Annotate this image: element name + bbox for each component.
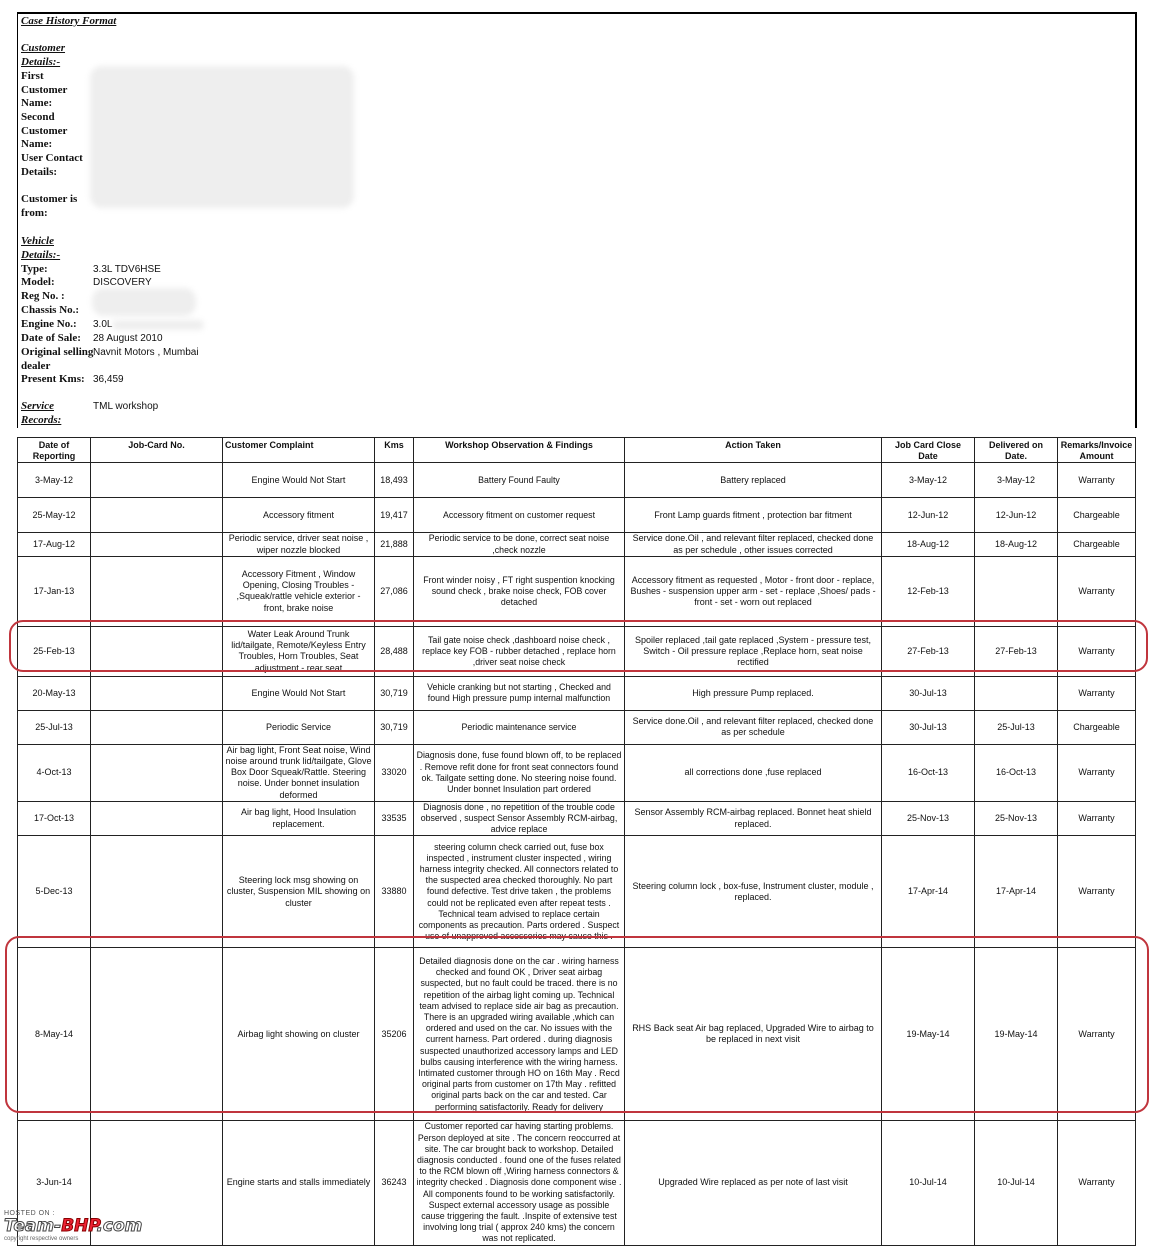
complaint-cell: Accessory Fitment , Window Opening, Closing Troubles - ,Squeak/rattle vehicle exterior - front, brake noise bbox=[223, 556, 375, 626]
redacted-customer-info bbox=[90, 66, 354, 208]
table-row bbox=[18, 498, 1136, 533]
table-row bbox=[18, 710, 1136, 744]
table-row bbox=[18, 533, 1136, 556]
delivered-date-cell: 3-May-12 bbox=[975, 463, 1058, 498]
kms-cell: 28,488 bbox=[375, 626, 414, 676]
complaint-cell: Periodic service, driver seat noise , wiper nozzle blocked bbox=[223, 533, 375, 556]
complaint-cell: Air bag light, Hood Insulation replacement. bbox=[223, 801, 375, 836]
action-cell: Service done.Oil , and relevant filter replaced, checked done as per schedule , other issues corrected bbox=[625, 533, 882, 556]
complaint-cell: Engine starts and stalls immediately bbox=[223, 1121, 375, 1245]
kms-cell: 27,086 bbox=[375, 556, 414, 626]
delivered-date-cell bbox=[975, 676, 1058, 710]
observation-cell: Customer reported car having starting problems. Person deployed at site . The concern reoccurred at site. The car brought back to workshop. Detailed diagnosis conducted . found one of the fuses related to the RCM blown off ,Wiring harness connectors & integrity checked . Diagnosis done component wise . All components found to be working satisfactorily. Suspect external accessory usage as possible cause triggering the fault. .Inspite of extensive test involving long trial ( approx 240 kms) the concern was not replicated. bbox=[414, 1121, 625, 1245]
close-date-cell: 18-Aug-12 bbox=[882, 533, 975, 556]
date-cell: 25-Feb-13 bbox=[18, 626, 91, 676]
col-job-card-no: Job-Card No. bbox=[91, 438, 223, 463]
col-action-taken: Action Taken bbox=[625, 438, 882, 463]
observation-cell: Tail gate noise check ,dashboard noise check , replace key FOB - rubber detached , replace horn ,driver seat noise check bbox=[414, 626, 625, 676]
delivered-date-cell: 16-Oct-13 bbox=[975, 744, 1058, 801]
model-label: Model: bbox=[21, 276, 55, 288]
kms-cell: 30,719 bbox=[375, 676, 414, 710]
remarks-cell: Chargeable bbox=[1058, 710, 1136, 744]
col-customer-complaint: Customer Complaint bbox=[223, 438, 375, 463]
col-job-card-close-date: Job Card Close Date bbox=[882, 438, 975, 463]
logo-com: .com bbox=[96, 1216, 143, 1236]
close-date-cell: 19-May-14 bbox=[882, 948, 975, 1121]
close-date-cell: 30-Jul-13 bbox=[882, 710, 975, 744]
col-remarks-invoice: Remarks/Invoice Amount bbox=[1058, 438, 1136, 463]
copyright-text: copyright respective owners bbox=[4, 1236, 79, 1242]
col-kms: Kms bbox=[375, 438, 414, 463]
date-cell: 25-May-12 bbox=[18, 498, 91, 533]
logo-team: Team- bbox=[4, 1216, 62, 1236]
delivered-date-cell: 19-May-14 bbox=[975, 948, 1058, 1121]
table-row bbox=[18, 801, 1136, 836]
table-row bbox=[18, 676, 1136, 710]
vehicle-section-title: Vehicle Details:- bbox=[21, 235, 61, 261]
table-row bbox=[18, 744, 1136, 801]
job-card-cell bbox=[91, 801, 223, 836]
job-card-cell bbox=[91, 498, 223, 533]
complaint-cell: Engine Would Not Start bbox=[223, 463, 375, 498]
date-cell: 4-Oct-13 bbox=[18, 744, 91, 801]
table-header-row bbox=[18, 438, 1136, 463]
action-cell: Front Lamp guards fitment , protection bar fitment bbox=[625, 498, 882, 533]
action-cell: Spoiler replaced ,tail gate replaced ,System - pressure test, Switch - Oil pressure replace ,Replace horn, seat noise rectified bbox=[625, 626, 882, 676]
kms-cell: 33535 bbox=[375, 801, 414, 836]
job-card-cell bbox=[91, 676, 223, 710]
type-label: Type: bbox=[21, 263, 48, 275]
user-contact-label: User Contact Details: bbox=[21, 152, 83, 178]
service-value: TML workshop bbox=[93, 401, 159, 412]
action-cell: RHS Back seat Air bag replaced, Upgraded Wire to airbag to be replaced in next visit bbox=[625, 948, 882, 1121]
date-cell: 3-Jun-14 bbox=[18, 1121, 91, 1245]
observation-cell: Accessory fitment on customer request bbox=[414, 498, 625, 533]
date-cell: 25-Jul-13 bbox=[18, 710, 91, 744]
job-card-cell bbox=[91, 710, 223, 744]
table-row bbox=[18, 463, 1136, 498]
kms-cell: 30,719 bbox=[375, 710, 414, 744]
remarks-cell: Chargeable bbox=[1058, 498, 1136, 533]
action-cell: Sensor Assembly RCM-airbag replaced. Bonnet heat shield replaced. bbox=[625, 801, 882, 836]
date-cell: 3-May-12 bbox=[18, 463, 91, 498]
job-card-cell bbox=[91, 533, 223, 556]
observation-cell: Battery Found Faulty bbox=[414, 463, 625, 498]
observation-cell: Periodic maintenance service bbox=[414, 710, 625, 744]
observation-cell: Detailed diagnosis done on the car . wiring harness checked and found OK , Driver seat airbag suspected, but no fault could be traced. there is no repetition of the airbag light coming up. Technical team advised to replace side air bag as precaution. There is an upgraded wiring available ,which can ordered and used on the car. No issues with the current harness. Part ordered . during diagnosis suspected unauthorized accessory lamps and LED bulbs causing interference with the wiring harness. Intimated customer through HO on 16th May . Recd original parts from customer on 17th May . refitted original parts back on the car and tested. Car performing satisfactorily. Ready for delivery bbox=[414, 948, 625, 1121]
remarks-cell: Warranty bbox=[1058, 801, 1136, 836]
table-body bbox=[18, 463, 1136, 1245]
present-kms-label: Present Kms: bbox=[21, 373, 85, 385]
remarks-cell: Warranty bbox=[1058, 556, 1136, 626]
case-header-box bbox=[17, 12, 1137, 428]
redacted-engine-number bbox=[112, 320, 204, 330]
date-cell: 8-May-14 bbox=[18, 948, 91, 1121]
date-cell: 17-Aug-12 bbox=[18, 533, 91, 556]
action-cell: Service done.Oil , and relevant filter replaced, checked done as per schedule bbox=[625, 710, 882, 744]
team-bhp-logo bbox=[4, 1217, 194, 1236]
table-row bbox=[18, 556, 1136, 626]
model-value: DISCOVERY bbox=[93, 277, 152, 288]
table-row bbox=[18, 948, 1136, 1121]
date-cell: 17-Oct-13 bbox=[18, 801, 91, 836]
observation-cell: Diagnosis done , no repetition of the trouble code observed , suspect Sensor Assembly RCM-airbag, advice replace bbox=[414, 801, 625, 836]
complaint-cell: Airbag light showing on cluster bbox=[223, 948, 375, 1121]
customer-section-title: Customer Details:- bbox=[21, 42, 66, 68]
job-card-cell bbox=[91, 744, 223, 801]
table-row bbox=[18, 836, 1136, 948]
action-cell: Upgraded Wire replaced as per note of last visit bbox=[625, 1121, 882, 1245]
complaint-cell: Accessory fitment bbox=[223, 498, 375, 533]
engine-value: 3.0L bbox=[93, 319, 113, 330]
complaint-cell: Air bag light, Front Seat noise, Wind noise around trunk lid/tailgate, Glove Box Door Squeak/Rattle. Steering noise. Under bonnet insulation deformed bbox=[223, 744, 375, 801]
job-card-cell bbox=[91, 836, 223, 948]
close-date-cell: 16-Oct-13 bbox=[882, 744, 975, 801]
customer-from-label: Customer is from: bbox=[21, 193, 78, 219]
close-date-cell: 12-Feb-13 bbox=[882, 556, 975, 626]
delivered-date-cell: 17-Apr-14 bbox=[975, 836, 1058, 948]
close-date-cell: 3-May-12 bbox=[882, 463, 975, 498]
action-cell: all corrections done ,fuse replaced bbox=[625, 744, 882, 801]
action-cell: Battery replaced bbox=[625, 463, 882, 498]
dealer-label: Original selling dealer bbox=[21, 346, 94, 372]
delivered-date-cell: 25-Jul-13 bbox=[975, 710, 1058, 744]
kms-cell: 21,888 bbox=[375, 533, 414, 556]
dealer-value: Navnit Motors , Mumbai bbox=[93, 347, 199, 358]
redacted-reg-chassis bbox=[92, 288, 196, 316]
delivered-date-cell: 25-Nov-13 bbox=[975, 801, 1058, 836]
action-cell: Accessory fitment as requested , Motor - front door - replace, Bushes - suspension upper arm - set - replace ,Shoes/ pads - front - set - worn out replaced bbox=[625, 556, 882, 626]
type-value: 3.3L TDV6HSE bbox=[93, 264, 161, 275]
remarks-cell: Warranty bbox=[1058, 836, 1136, 948]
sale-date-label: Date of Sale: bbox=[21, 332, 81, 344]
kms-cell: 35206 bbox=[375, 948, 414, 1121]
kms-cell: 18,493 bbox=[375, 463, 414, 498]
first-customer-label: First Customer Name: bbox=[21, 70, 68, 110]
job-card-cell bbox=[91, 463, 223, 498]
date-cell: 5-Dec-13 bbox=[18, 836, 91, 948]
kms-cell: 33880 bbox=[375, 836, 414, 948]
remarks-cell: Warranty bbox=[1058, 1121, 1136, 1245]
service-history-table bbox=[17, 437, 1136, 1246]
observation-cell: Periodic service to be done, correct seat noise ,check nozzle bbox=[414, 533, 625, 556]
remarks-cell: Warranty bbox=[1058, 744, 1136, 801]
reg-label: Reg No. : bbox=[21, 290, 65, 302]
observation-cell: Vehicle cranking but not starting , Checked and found High pressure pump internal malfunction bbox=[414, 676, 625, 710]
logo-bhp: BHP bbox=[61, 1216, 97, 1236]
remarks-cell: Warranty bbox=[1058, 676, 1136, 710]
observation-cell: steering column check carried out, fuse box inspected , instrument cluster inspected , wiring harness integrity checked. All connectors related to the suspected area checked thoroughly. No part found defective. Test drive taken , the problems could not be replicated even after repeat tests . Technical team advised to replace certain components as precaution. Parts ordered . Suspect use of unapproved accessories may cause this . bbox=[414, 836, 625, 948]
chassis-label: Chassis No.: bbox=[21, 304, 80, 316]
date-cell: 17-Jan-13 bbox=[18, 556, 91, 626]
present-kms-value: 36,459 bbox=[93, 374, 124, 385]
kms-cell: 33020 bbox=[375, 744, 414, 801]
close-date-cell: 27-Feb-13 bbox=[882, 626, 975, 676]
complaint-cell: Steering lock msg showing on cluster, Suspension MIL showing on cluster bbox=[223, 836, 375, 948]
complaint-cell: Engine Would Not Start bbox=[223, 676, 375, 710]
complaint-cell: Periodic Service bbox=[223, 710, 375, 744]
complaint-cell: Water Leak Around Trunk lid/tailgate, Remote/Keyless Entry Troubles, Horn Troubles, Seat adjustment - rear seat bbox=[223, 626, 375, 676]
close-date-cell: 17-Apr-14 bbox=[882, 836, 975, 948]
delivered-date-cell: 18-Aug-12 bbox=[975, 533, 1058, 556]
close-date-cell: 30-Jul-13 bbox=[882, 676, 975, 710]
delivered-date-cell: 12-Jun-12 bbox=[975, 498, 1058, 533]
job-card-cell bbox=[91, 556, 223, 626]
col-workshop-observation: Workshop Observation & Findings bbox=[414, 438, 625, 463]
second-customer-label: Second Customer Name: bbox=[21, 111, 68, 151]
delivered-date-cell: 10-Jul-14 bbox=[975, 1121, 1058, 1245]
remarks-cell: Warranty bbox=[1058, 948, 1136, 1121]
team-bhp-watermark bbox=[4, 1210, 194, 1250]
action-cell: High pressure Pump replaced. bbox=[625, 676, 882, 710]
observation-cell: Diagnosis done, fuse found blown off, to be replaced . Remove refit done for front seat connectors found ok. Tailgate setting done. No steering noise found. Under bonnet Insulation part ordered bbox=[414, 744, 625, 801]
close-date-cell: 12-Jun-12 bbox=[882, 498, 975, 533]
action-cell: Steering column lock , box-fuse, Instrument cluster, module , replaced. bbox=[625, 836, 882, 948]
job-card-cell bbox=[91, 626, 223, 676]
delivered-date-cell bbox=[975, 556, 1058, 626]
col-delivered-on-date: Delivered on Date. bbox=[975, 438, 1058, 463]
remarks-cell: Warranty bbox=[1058, 626, 1136, 676]
close-date-cell: 10-Jul-14 bbox=[882, 1121, 975, 1245]
table-row bbox=[18, 626, 1136, 676]
kms-cell: 36243 bbox=[375, 1121, 414, 1245]
remarks-cell: Warranty bbox=[1058, 463, 1136, 498]
observation-cell: Front winder noisy , FT right suspention knocking sound check , brake noise check, FOB cover detached bbox=[414, 556, 625, 626]
col-date-of-reporting: Date of Reporting bbox=[18, 438, 91, 463]
date-cell: 20-May-13 bbox=[18, 676, 91, 710]
delivered-date-cell: 27-Feb-13 bbox=[975, 626, 1058, 676]
hosted-on-label: HOSTED ON : bbox=[4, 1210, 56, 1217]
case-title: Case History Format bbox=[21, 15, 117, 27]
engine-label: Engine No.: bbox=[21, 318, 77, 330]
sale-date-value: 28 August 2010 bbox=[93, 333, 163, 344]
close-date-cell: 25-Nov-13 bbox=[882, 801, 975, 836]
kms-cell: 19,417 bbox=[375, 498, 414, 533]
remarks-cell: Chargeable bbox=[1058, 533, 1136, 556]
job-card-cell bbox=[91, 948, 223, 1121]
service-section-title: Service Records: bbox=[21, 400, 62, 426]
